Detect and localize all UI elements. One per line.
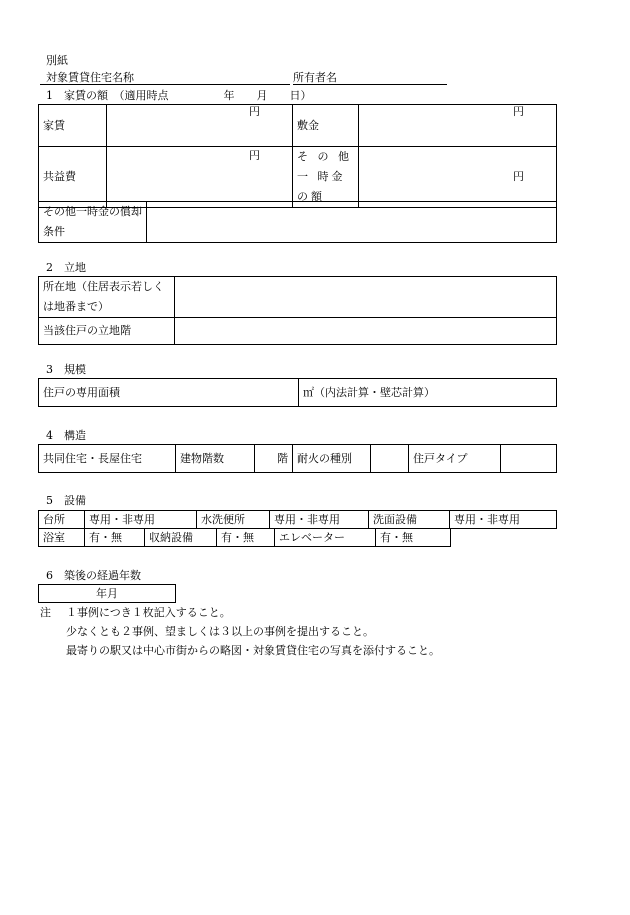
owner-name-label: 所有者名 (293, 71, 337, 84)
attachment-label: 別紙 (46, 54, 68, 67)
kitchen-exclusive-option[interactable]: 専用・非専用 (85, 511, 197, 529)
bathroom-label: 浴室 (39, 529, 85, 547)
washbasin-label: 洗面設備 (369, 511, 450, 529)
yen-unit: 円 (513, 105, 524, 118)
kitchen-label: 台所 (39, 511, 85, 529)
common-fee-label: 共益費 (39, 147, 107, 208)
age-table (38, 584, 176, 603)
fireproof-label: 耐火の種別 (293, 445, 371, 473)
rent-table (38, 104, 557, 208)
floor-area-unit[interactable]: ㎡（内法計算・壁芯計算） (299, 379, 557, 407)
amortization-table (38, 201, 557, 243)
building-floors-value-cell[interactable] (255, 445, 293, 473)
section2-title: 2 立地 (46, 261, 86, 274)
building-floors-label: 建物階数 (176, 445, 255, 473)
structure-table (38, 444, 557, 473)
property-name-label: 対象賃貸住宅名称 (46, 71, 134, 84)
other-lump-value-cell[interactable] (359, 147, 557, 208)
building-type-option[interactable]: 共同住宅・長屋住宅 (39, 445, 176, 473)
size-table (38, 378, 557, 407)
amortization-label: その他一時金の償却条件 (39, 202, 147, 243)
washbasin-exclusive-option[interactable]: 専用・非専用 (450, 511, 557, 529)
notes-prefix: 注 (40, 606, 51, 619)
section1-title: 1 家賃の額 （適用時点 年 月 日） (46, 89, 312, 102)
storage-label: 収納設備 (145, 529, 217, 547)
address-value-cell[interactable] (175, 277, 557, 318)
deposit-value-cell[interactable] (359, 105, 557, 147)
unit-type-label: 住戸タイプ (409, 445, 501, 473)
toilet-exclusive-option[interactable]: 専用・非専用 (270, 511, 369, 529)
storage-yes-no-option[interactable]: 有・無 (217, 529, 275, 547)
yen-unit: 円 (513, 170, 524, 183)
owner-name-line[interactable] (293, 84, 447, 85)
section3-title: 3 規模 (46, 363, 86, 376)
equipment-table-row1 (38, 510, 557, 529)
elevator-label: エレベーター (275, 529, 376, 547)
floor-unit: 階 (277, 451, 288, 465)
section6-title: 6 築後の経過年数 (46, 569, 141, 582)
note-line-2: 少なくとも２事例、望ましくは３以上の事例を提出すること。 (66, 625, 374, 638)
elevator-yes-no-option[interactable]: 有・無 (376, 529, 451, 547)
equipment-table-row2 (38, 528, 451, 547)
bathroom-yes-no-option[interactable]: 有・無 (85, 529, 145, 547)
yen-unit: 円 (249, 105, 260, 118)
toilet-label: 水洗便所 (197, 511, 270, 529)
deposit-label: 敷金 (293, 105, 359, 147)
note-line-3: 最寄りの駅又は中心市街からの略図・対象賃貸住宅の写真を添付すること。 (66, 644, 440, 657)
other-lump-label: そ の 他 一 時金の額 (293, 147, 359, 208)
property-name-line[interactable] (40, 84, 290, 85)
floor-level-label: 当該住戸の立地階 (39, 318, 175, 345)
address-label: 所在地（住居表示若しくは地番まで） (39, 277, 175, 318)
section4-title: 4 構造 (46, 429, 86, 442)
floor-level-value-cell[interactable] (175, 318, 557, 345)
fireproof-value-cell[interactable] (371, 445, 409, 473)
common-fee-value-cell[interactable] (107, 147, 293, 208)
location-table (38, 276, 557, 345)
yen-unit: 円 (249, 149, 260, 162)
rent-label: 家賃 (39, 105, 107, 147)
section5-title: 5 設備 (46, 494, 86, 507)
amortization-value-cell[interactable] (147, 202, 557, 243)
rent-value-cell[interactable] (107, 105, 293, 147)
floor-area-label: 住戸の専用面積 (39, 379, 299, 407)
unit-type-value-cell[interactable] (501, 445, 557, 473)
note-line-1: １事例につき１枚記入すること。 (66, 606, 231, 619)
building-age-cell[interactable]: 年月 (39, 585, 176, 603)
